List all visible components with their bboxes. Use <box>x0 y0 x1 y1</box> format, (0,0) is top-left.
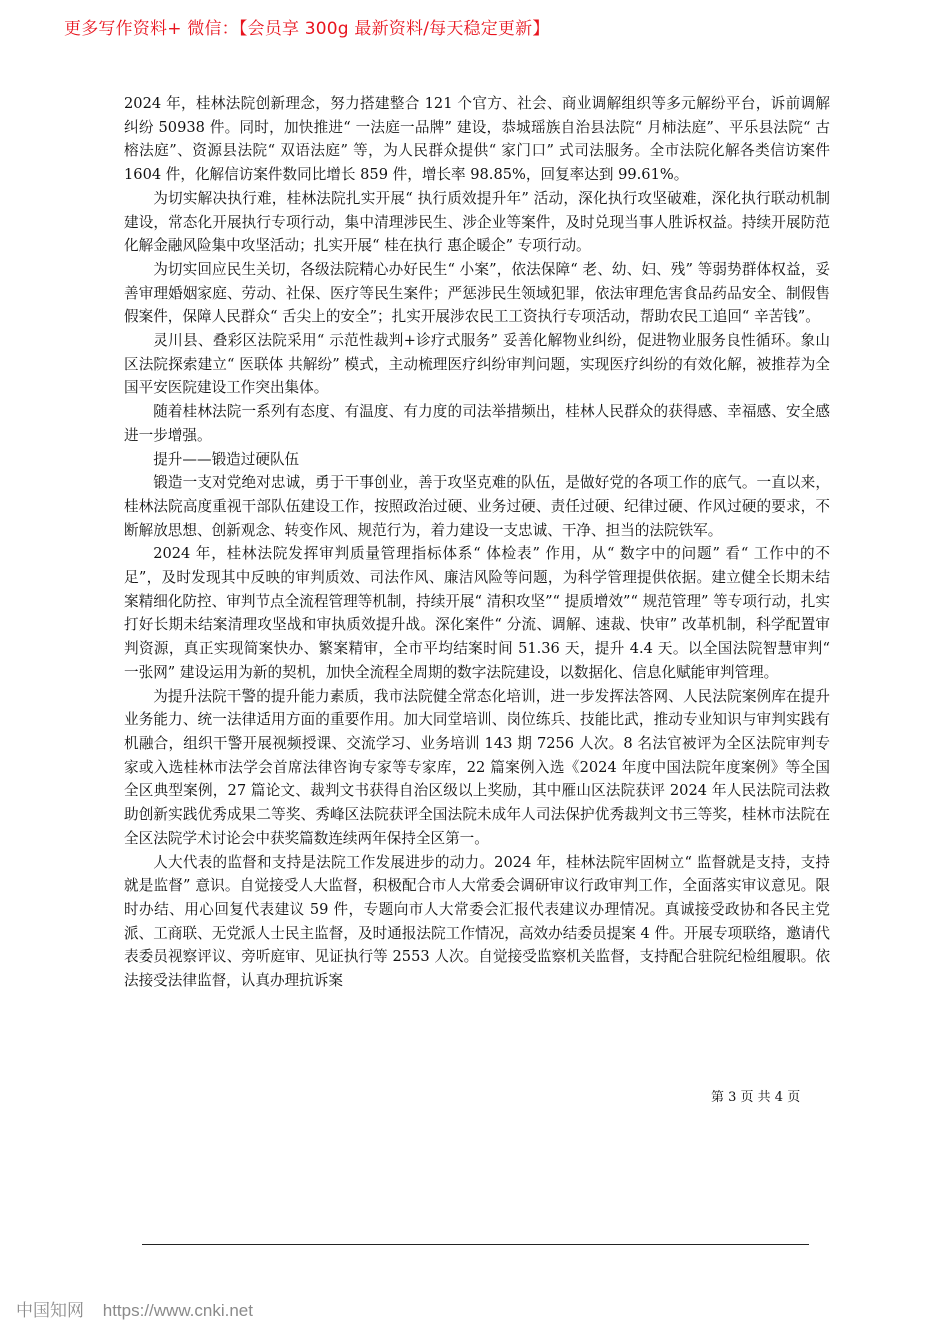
paragraph: 随着桂林法院一系列有态度、有温度、有力度的司法举措频出，桂林人民群众的获得感、幸福感、安全感进一步增强。 <box>124 403 830 444</box>
document-body <box>124 92 830 993</box>
footer-divider <box>142 1244 809 1245</box>
page-number: 第 3 页 共 4 页 <box>711 1090 801 1105</box>
footer-watermark <box>16 1296 267 1321</box>
paragraph: 2024 年，桂林法院创新理念，努力搭建整合 121 个官方、社会、商业调解组织等多元解纷平台，诉前调解纠纷 50938 件。同时，加快推进“ 一法庭一品牌” 建设，恭城瑶族自治县法院“ 月柿法庭”、平乐县法院“ 古榕法庭”、资源县法院“ 双语法庭” 等，为人民群众提供“ 家门口” 式司法服务。全市法院化解各类信访案件 1604 件，化解信访案件数同比增长 859 件，增长率 98.85%，回复率达到 99.61%。 <box>124 95 830 184</box>
paragraph: 为切实解决执行难，桂林法院扎实开展“ 执行质效提升年” 活动，深化执行攻坚破难，深化执行联动机制建设，常态化开展执行专项行动，集中清理涉民生、涉企业等案件，及时兑现当事人胜诉权益。持续开展防范化解金融风险集中攻坚活动；扎实开展“ 桂在执行 惠企暖企” 专项行动。 <box>124 189 830 255</box>
paragraph: 2024 年，桂林法院发挥审判质量管理指标体系“ 体检表” 作用，从“ 数字中的问题” 看“ 工作中的不足”，及时发现其中反映的审判质效、司法作风、廉洁风险等问题，为科学管理提供依据。建立健全长期未结案精细化防控、审判节点全流程管理等机制，持续开展“ 清积攻坚”“ 提质增效”“ 规范管理” 等专项行动，扎实打好长期未结案清理攻坚战和审执质效提升战。深化案件“ 分流、调解、速裁、快审” 改革机制，科学配置审判资源，真正实现简案快办、繁案精审，全市平均结案时间 51.36 天，提升 4.4 天。以全国法院智慧审判“ 一张网” 建设运用为新的契机，加快全流程全周期的数字法院建设，以数据化、信息化赋能审判管理。 <box>124 545 830 681</box>
paragraph: 为提升法院干警的提升能力素质，我市法院健全常态化培训，进一步发挥法答网、人民法院案例库在提升业务能力、统一法律适用方面的重要作用。加大同堂培训、岗位练兵、技能比武，推动专业知识与审判实践有机融合，组织干警开展视频授课、交流学习、业务培训 143 期 7256 人次。8 名法官被评为全区法院审判专家或入选桂林市法学会首席法律咨询专家等专家库，22 篇案例入选《2024 年度中国法院年度案例》等全国全区典型案例，27 篇论文、裁判文书获得自治区级以上奖励，其中雁山区法院获评 2024 年人民法院司法救助创新实践优秀成果二等奖、秀峰区法院获评全国法院未成年人司法保护优秀裁判文书三等奖，桂林市法院在全区法院学术讨论会中获奖篇数连续两年保持全区第一。 <box>124 687 830 847</box>
paragraph: 人大代表的监督和支持是法院工作发展进步的动力。2024 年，桂林法院牢固树立“ 监督就是支持，支持就是监督” 意识。自觉接受人大监督，积极配合市人大常委会调研审议行政审判工作，全面落实审议意见。限时办结、用心回复代表建议 59 件，专题向市人大常委会汇报代表建议办理情况。真诚接受政协和各民主党派、工商联、无党派人士民主监督，及时通报法院工作情况，高效办结委员提案 4 件。开展专项联络，邀请代表委员视察评议、旁听庭审、见证执行等 2553 人次。自觉接受监察机关监督，支持配合驻院纪检组履职。依法接受法律监督，认真办理抗诉案 <box>124 853 830 990</box>
site-name: 中国知网 <box>16 1301 84 1320</box>
site-url[interactable]: https://www.cnki.net <box>102 1301 253 1320</box>
paragraph: 为切实回应民生关切，各级法院精心办好民生“ 小案”，依法保障“ 老、幼、妇、残” 等弱势群体权益，妥善审理婚姻家庭、劳动、社保、医疗等民生案件；严惩涉民生领域犯罪，依法审理危害食品药品安全、制假售假案件，保障人民群众“ 舌尖上的安全”；扎实开展涉农民工工资执行专项活动，帮助农民工追回“ 辛苦钱”。 <box>124 260 830 326</box>
section-heading: 提升——锻造过硬队伍 <box>153 450 300 468</box>
promo-banner: 更多写作资料+ 微信：【会员享 300g 最新资料/每天稳定更新】 <box>64 19 550 39</box>
paragraph: 锻造一支对党绝对忠诚，勇于干事创业，善于攻坚克难的队伍，是做好党的各项工作的底气。一直以来，桂林法院高度重视干部队伍建设工作，按照政治过硬、业务过硬、责任过硬、纪律过硬、作风过硬的要求，不断解放思想、创新观念、转变作风、规范行为，着力建设一支忠诚、干净、担当的法院铁军。 <box>124 474 830 539</box>
paragraph: 灵川县、叠彩区法院采用“ 示范性裁判+诊疗式服务” 妥善化解物业纠纷，促进物业服务良性循环。象山区法院探索建立“ 医联体 共解纷” 模式，主动梳理医疗纠纷审判问题，实现医疗纠纷的有效化解，被推荐为全国平安医院建设工作突出集体。 <box>124 332 830 397</box>
